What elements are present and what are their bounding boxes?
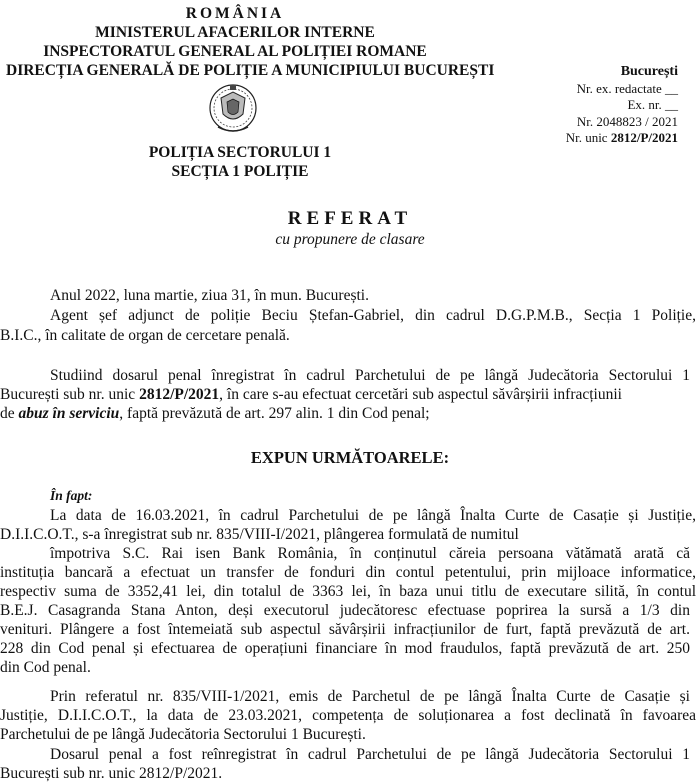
- study-line-3-c: , faptă prevăzută de art. 297 alin. 1 din Cod penal;: [119, 405, 430, 422]
- facts-label: În fapt:: [50, 488, 93, 503]
- section-heading: EXPUN URMĂTOARELE:: [250, 448, 450, 467]
- unit-section: SECȚIA 1 POLIȚIE: [171, 163, 309, 180]
- study-line-2-a: București sub nr. unic: [0, 386, 140, 403]
- unique-number-label: Nr. unic: [565, 130, 608, 145]
- unique-number-value: 2812/P/2021: [610, 130, 678, 145]
- study-line-3: [0, 405, 430, 424]
- police-coat-of-arms-icon: [208, 80, 258, 138]
- registry-block: [548, 64, 678, 147]
- ministry-name: MINISTERUL AFACERILOR INTERNE: [95, 24, 375, 41]
- document-subtitle: cu propunere de clasare: [275, 231, 425, 248]
- registry-copies: Nr. ex. redactate __: [576, 80, 678, 96]
- facts-line: venituri. Plângere a fost întemeiată sub aspectul săvârșirii infracțiunilor de furt, faptă prevăzută de art.: [0, 621, 690, 638]
- facts-line: B.E.J. Casagranda Stana Anton, deși executorul judecătoresc efectuase poprirea la sursă a 1/3 din: [0, 602, 690, 619]
- unit-sector: POLIȚIA SECTORULUI 1: [148, 144, 332, 161]
- referral-line: Prin referatul nr. 835/VIII-1/2021, emis de Parchetul de pe lângă Înalta Curte de Casație și: [50, 688, 690, 705]
- study-line-3-a: de: [0, 405, 19, 422]
- facts-line: din Cod penal.: [0, 659, 91, 676]
- referral-line: Justiție, D.I.I.C.O.T., la data de 23.03.2021, competența de soluționarea a fost declinată în favoarea: [0, 707, 696, 724]
- registry-copy-no: Ex. nr. __: [627, 97, 678, 112]
- case-number: 2812/P/2021: [139, 386, 220, 403]
- offense-name: abuz în serviciu: [18, 405, 120, 422]
- registry-city: București: [620, 64, 678, 79]
- reregistered-line: București sub nr. unic 2812/P/2021.: [0, 765, 223, 782]
- registry-unique-number: [548, 130, 678, 147]
- facts-line: respectiv suma de 3352,41 lei, din totalul de 3363 lei, în baza unui titlu de executare silită, în contul: [0, 583, 696, 600]
- directorate-name: DIRECȚIA GENERALĂ DE POLIȚIE A MUNICIPIULUI BUCUREȘTI: [6, 62, 495, 79]
- reregistered-line: Dosarul penal a fost reînregistrat în cadrul Parchetului de pe lângă Judecătoria Sectorului 1: [50, 746, 690, 763]
- referral-line: Parchetului de pe lângă Judecătoria Sectorului 1 București.: [0, 726, 366, 743]
- country-name: ROMÂNIA: [185, 5, 285, 22]
- facts-line: D.I.I.C.O.T., s-a înregistrat sub nr. 835/VIII-I/2021, plângerea formulată de numitul: [0, 526, 519, 543]
- registry-number: Nr. 2048823 / 2021: [576, 113, 678, 129]
- date-line: Anul 2022, luna martie, ziua 31, în mun. București.: [50, 287, 369, 304]
- facts-line: instituția bancară a efectuat un transfer de fonduri din contul petentului, prin mijloace informatice,: [0, 564, 696, 581]
- agent-line-2: B.I.C., în calitate de organ de cercetare penală.: [0, 327, 290, 344]
- institution-header: [0, 4, 495, 80]
- inspectorate-name: INSPECTORATUL GENERAL AL POLIȚIEI ROMANE: [43, 43, 427, 60]
- facts-line: 228 din Cod penal și efectuarea de operațiuni financiare în mod fraudulos, faptă prevăzută de art. 250: [0, 640, 690, 657]
- study-line-1: Studiind dosarul penal înregistrat în cadrul Parchetului de pe lângă Judecătoria Sectorului 1: [50, 367, 690, 384]
- facts-line: împotriva S.C. Rai isen Bank România, în conținutul căreia persoana vătămată arată că: [50, 545, 690, 562]
- facts-line: La data de 16.03.2021, în cadrul Parchetului de pe lângă Înalta Curte de Casație și Justiție,: [50, 507, 696, 524]
- agent-line-1: Agent șef adjunct de poliție Beciu Ștefan-Gabriel, din cadrul D.G.P.M.B., Secția 1 Poliție,: [50, 307, 696, 324]
- police-unit: [140, 143, 340, 181]
- study-line-2: [0, 386, 622, 405]
- document-title: REFERAT: [287, 208, 413, 229]
- study-line-2-c: , în care s-au efectuat cercetări sub aspectul săvârșirii infracțiunii: [219, 386, 622, 403]
